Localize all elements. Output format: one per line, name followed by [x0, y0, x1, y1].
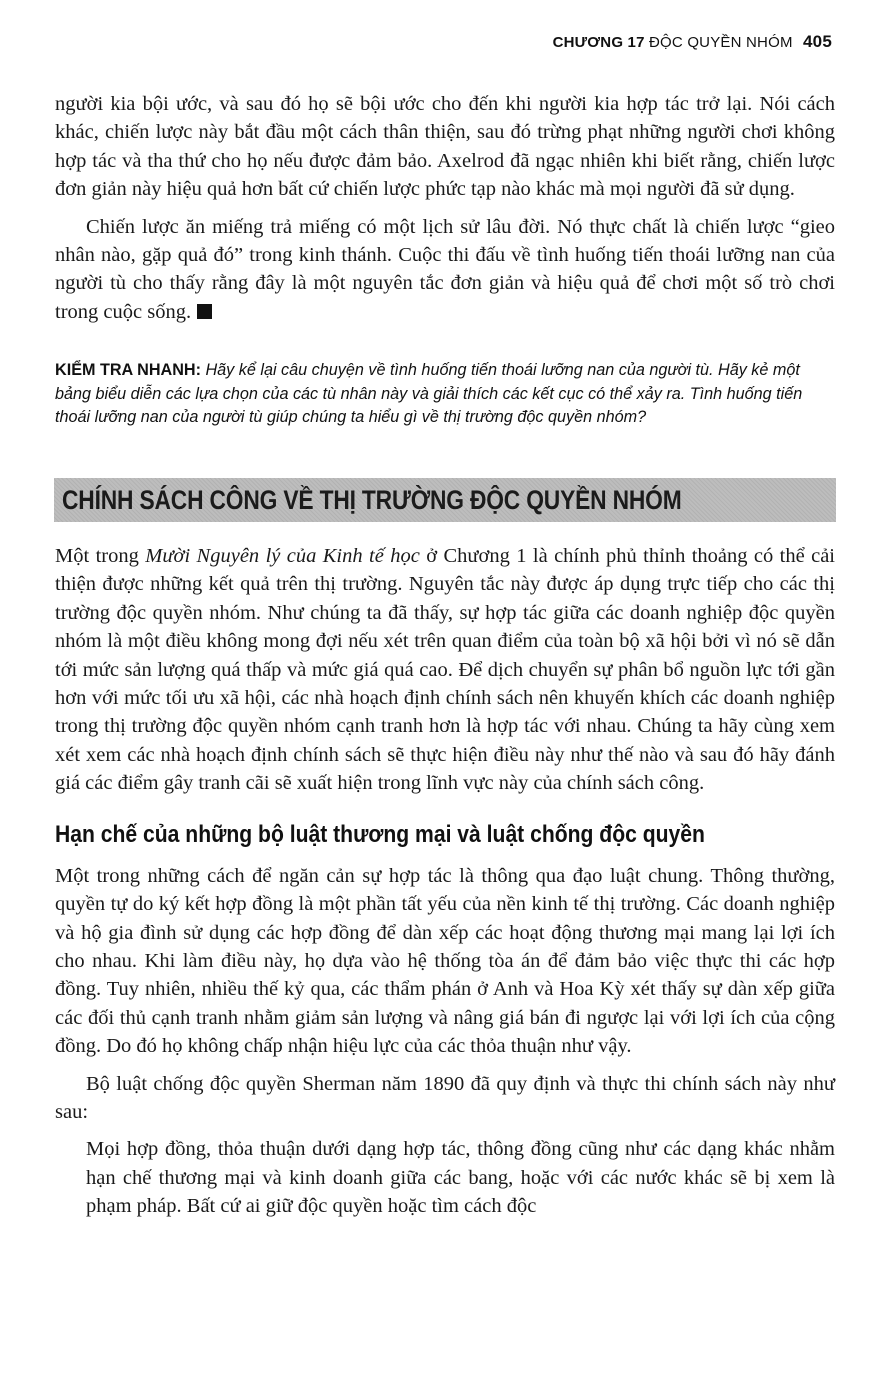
subsection-paragraph-1: Một trong những cách để ngăn cản sự hợp tác là thông qua đạo luật chung. Thông thường, quyền tự do ký kết hợp đồng là một phần tất yếu của nền kinh tế thị trường. Các doanh nghiệp và hộ gia đình sử dụng các hợp đồng để dàn xếp các hoạt động thương mại mang lại lợi ích cho nhau. Khi làm điều này, họ dựa vào hệ thống tòa án để đảm bảo việc thực thi các hợp đồng. Tuy nhiên, nhiều thế kỷ qua, các thẩm phán ở Anh và Hoa Kỳ xét thấy sự dàn xếp giữa các đối thủ cạnh tranh nhằm giảm sản lượng và nâng giá bán đi ngược lại với lợi ích của cộng đồng. Do đó họ không chấp nhận hiệu lực của các thỏa thuận như vậy. — [55, 864, 835, 1058]
subsection-paragraph-2: Bộ luật chống độc quyền Sherman năm 1890 đã quy định và thực thi chính sách này như sau: — [55, 1072, 835, 1123]
quote-text: Mọi hợp đồng, thỏa thuận dưới dạng hợp tác, thông đồng cũng như các dạng khác nhằm hạn chế thương mại và kinh doanh giữa các bang, hoặc với các nước khác sẽ bị xem là phạm pháp. Bất cứ ai giữ độc quyền hoặc tìm cách độc — [86, 1138, 835, 1218]
subsection-heading: Hạn chế của những bộ luật thương mại và luật chống độc quyền — [55, 820, 705, 848]
intro-text-after: ở Chương 1 là chính phủ thỉnh thoảng có thể cải thiện được những kết quả trên thị trường. Nguyên tắc này được áp dụng trực tiếp cho các thị trường độc quyền nhóm. Như chúng ta đã thấy, sự hợp tác giữa các doanh nghiệp độc quyền nhóm là một điều không mong đợi nếu xét trên quan điểm của toàn bộ xã hội bởi vì nó sẽ dẫn tới mức sản lượng quá thấp và mức giá quá cao. Để dịch chuyển sự phân bổ nguồn lực tới gần hơn với mức tối ưu xã hội, các nhà hoạch định chính sách nên khuyến khích các doanh nghiệp trong thị trường độc quyền nhóm cạnh tranh hơn là hợp tác với nhau. Chúng ta hãy cùng xem xét xem các nhà hoạch định chính sách sẽ thực hiện điều này như thế nào và sau đó hãy đánh giá các điểm gây tranh cãi sẽ xuất hiện trong lĩnh vực này của chính sách công. — [55, 545, 836, 795]
quick-check-box — [55, 359, 835, 430]
quick-check-label: KIỂM TRA NHANH: — [55, 361, 201, 380]
paragraph-tit-for-tat — [55, 213, 835, 327]
paragraph-text: Chiến lược ăn miếng trả miếng có một lịch sử lâu đời. Nó thực chất là chiến lược “gieo nhân nào, gặp quả đó” trong kinh thánh. Cuộc thi đấu về tình huống tiến thoái lưỡng nan của người tù cho thấy rằng đây là một nguyên tắc đơn giản và hiệu quả để chơi một số trò chơi trong cuộc sống. — [55, 215, 835, 323]
page-number: 405 — [803, 32, 832, 51]
section-body — [55, 542, 835, 1221]
chapter-label: CHƯƠNG 17 — [552, 34, 645, 51]
sherman-act-quote — [86, 1135, 835, 1220]
page-content — [55, 90, 835, 1221]
intro-text-before: Một trong — [55, 545, 146, 568]
end-of-case-square-icon — [197, 304, 212, 319]
section-heading: CHÍNH SÁCH CÔNG VỀ THỊ TRƯỜNG ĐỘC QUYỀN NHÓM — [62, 485, 682, 516]
section-heading-banner — [54, 478, 836, 522]
paragraph-continued: người kia bội ước, và sau đó họ sẽ bội ước cho đến khi người kia hợp tác trở lại. Nói cách khác, chiến lược này bắt đầu một cách thân thiện, sau đó trừng phạt những người chơi không hợp tác và tha thứ cho họ nếu được đảm bảo. Axelrod đã ngạc nhiên khi biết rằng, chiến lược đơn giản này hiệu quả hơn bất cứ chiến lược phức tạp nào khác mà mọi người đã sử dụng. — [55, 93, 835, 201]
section-intro-paragraph — [55, 542, 835, 798]
chapter-title: ĐỘC QUYỀN NHÓM — [649, 34, 793, 51]
running-header — [553, 32, 832, 52]
intro-italic-book-title: Mười Nguyên lý của Kinh tế học — [145, 545, 420, 568]
quick-check-text: Hãy kể lại câu chuyện về tình huống tiến thoái lưỡng nan của người tù. Hãy kẻ một bảng biểu diễn các lựa chọn của các tù nhân này và giải thích các kết cục có thể xảy ra. Tình huống tiến thoái lưỡng nan của người tù giúp chúng ta hiểu gì về thị trường độc quyền nhóm? — [55, 361, 803, 427]
